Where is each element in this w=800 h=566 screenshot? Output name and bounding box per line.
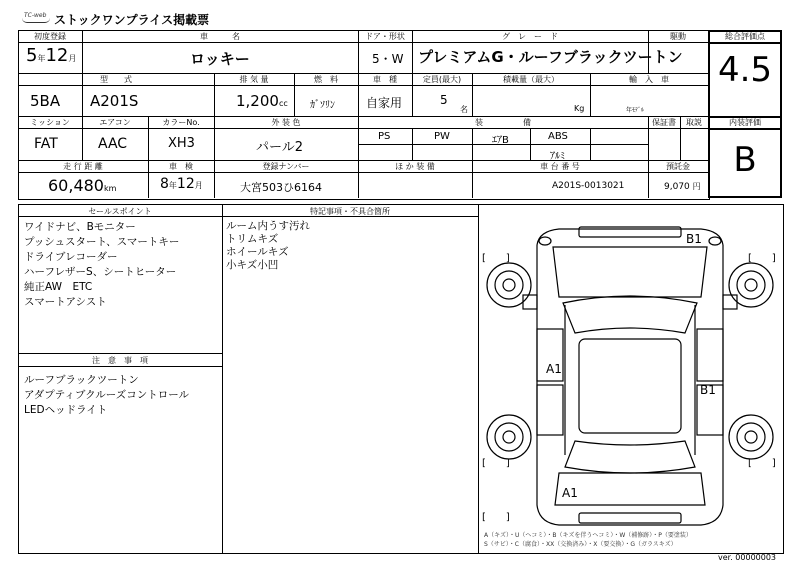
mileage-value: 60,480km xyxy=(48,176,117,195)
door-shape-value: 5・W xyxy=(372,52,404,66)
version-label: ver. 00000003 xyxy=(718,553,777,562)
label-first-reg: 初度登録 xyxy=(34,32,66,41)
legend-line-2: S（サビ）・C（腐食）・XX（交換済み）・X（要交換）・G（ガラスキズ） xyxy=(484,541,677,548)
sales-points-list xyxy=(24,220,179,310)
label-overall-score: 総合評価点 xyxy=(725,32,765,41)
label-special-notes: 特記事項・不具合箇所 xyxy=(310,207,390,216)
equip-alumi: ｱﾙﾐ xyxy=(550,151,565,162)
list-item: ルーム内うす汚れ xyxy=(226,220,310,232)
bracket-bottom: [ ] xyxy=(482,512,510,523)
capacity-unit: 名 xyxy=(460,105,468,114)
label-capacity: 定員(最大) xyxy=(422,75,462,84)
year-model-unit: 年ﾓﾃﾞﾙ xyxy=(626,107,645,114)
label-mission: ミッション xyxy=(30,118,70,127)
bracket-front-right: [ ] xyxy=(748,253,776,264)
legend-line-1: A（キズ）・U（ヘコミ）・B（キズを伴うヘコミ）・W（補修跡）・P（要塗装） xyxy=(484,532,692,539)
displacement-value: 1,200cc xyxy=(236,92,288,110)
label-plate: 登録ナンバー xyxy=(262,162,310,171)
mark-right-side: B1 xyxy=(700,383,716,397)
list-item: ホイールキズ xyxy=(226,246,289,258)
list-item: ハーフレザーS、シートヒーター xyxy=(24,266,177,278)
label-color-no: カラーNo. xyxy=(162,118,200,127)
label-category: 車 種 xyxy=(373,75,397,84)
chassis-no-value: A201S-0013021 xyxy=(552,181,625,191)
bracket-rear-right: [ ] xyxy=(748,458,776,469)
notes-list xyxy=(24,373,189,418)
load-unit: Kg xyxy=(574,104,585,113)
equip-abs: ABS xyxy=(548,131,568,142)
label-fuel: 燃 料 xyxy=(314,75,338,84)
list-item: LEDヘッドライト xyxy=(24,404,108,416)
grade-value: プレミアムG・ルーフブラックツートン xyxy=(418,48,683,66)
list-item: 小キズ小凹 xyxy=(226,259,279,271)
equip-airbag: ｴｱB xyxy=(492,135,509,146)
recycle-value: 9,070 円 xyxy=(664,182,701,192)
label-load: 積載量（最大） xyxy=(503,75,559,84)
type-model-value: A201S xyxy=(90,92,139,110)
label-sales-points: セールスポイント xyxy=(88,207,152,216)
overall-score-value: 4.5 xyxy=(717,50,773,90)
rear-bumper-shape xyxy=(579,513,681,523)
bracket-front-left: [ ] xyxy=(482,253,510,264)
wheel-front-left-icon xyxy=(487,263,531,307)
list-item: アダプティブクルーズコントロール xyxy=(24,389,190,401)
list-item: トリムキズ xyxy=(226,233,279,245)
label-grade: グ レ ー ド xyxy=(502,32,558,41)
label-car-name: 車 名 xyxy=(200,32,240,41)
type-prefix-value: 5BA xyxy=(30,92,61,110)
label-door-shape: ドア・形状 xyxy=(365,32,405,41)
mission-value: FAT xyxy=(34,136,58,152)
car-damage-diagram xyxy=(479,205,781,551)
interior-score-value: B xyxy=(733,140,757,180)
right-front-door-shape xyxy=(697,329,723,381)
equip-ps: PS xyxy=(378,131,391,142)
mark-left-side: A1 xyxy=(546,362,562,376)
list-item: ルーフブラックツートン xyxy=(24,374,139,386)
label-interior-score: 内装評価 xyxy=(729,118,761,127)
label-chassis-no: 車 台 番 号 xyxy=(540,162,580,171)
label-notes: 注 意 事 項 xyxy=(92,356,148,365)
wheel-rear-left-icon xyxy=(487,415,531,459)
label-displacement: 排 気 量 xyxy=(239,75,269,84)
mark-front-right: B1 xyxy=(686,232,702,246)
label-import: 輸 入 車 xyxy=(629,75,669,84)
label-warranty: 保証書 xyxy=(652,118,676,127)
label-other-equipment: ほ か 装 備 xyxy=(395,162,435,171)
left-mirror-shape xyxy=(523,295,537,309)
capacity-value: 5 xyxy=(440,93,448,107)
logo-swoosh-icon xyxy=(22,18,50,23)
left-headlight-shape xyxy=(539,237,551,245)
label-aircon: エアコン xyxy=(99,118,131,127)
label-exterior-color: 外 装 色 xyxy=(271,118,301,127)
equip-pw: PW xyxy=(434,131,450,142)
right-mirror-shape xyxy=(723,295,737,309)
exterior-color-value: パール2 xyxy=(256,140,304,155)
label-equipment: 装 備 xyxy=(475,118,531,127)
bracket-rear-left: [ ] xyxy=(482,458,510,469)
wheel-front-right-icon xyxy=(729,263,773,307)
car-name-value: ロッキー xyxy=(190,50,250,68)
first-reg-value: 5年12月 xyxy=(26,45,77,66)
label-manual: 取説 xyxy=(686,118,702,127)
roof-shape xyxy=(579,339,681,433)
inspection-value: 8年12月 xyxy=(160,176,203,192)
label-type: 型 式 xyxy=(100,75,132,84)
rear-window-shape xyxy=(565,441,695,473)
list-item: プッシュスタート、スマートキー xyxy=(24,236,180,248)
left-rear-door-shape xyxy=(537,385,563,435)
list-item: スマートアシスト xyxy=(24,296,107,308)
label-recycle: 預託金 xyxy=(666,162,690,171)
list-item: 純正AW ETC xyxy=(24,281,93,293)
mark-rear: A1 xyxy=(562,486,578,500)
label-mileage: 走 行 距 離 xyxy=(63,162,103,171)
label-inspection: 車 検 xyxy=(169,162,193,171)
hood-shape xyxy=(553,247,707,297)
fuel-value: ｶﾞｿﾘﾝ xyxy=(310,100,335,111)
logo: TC-web xyxy=(24,12,47,19)
wheel-rear-right-icon xyxy=(729,415,773,459)
page-title: ストックワンプライス掲載票 xyxy=(54,13,210,27)
list-item: ワイドナビ、Bモニター xyxy=(24,221,136,233)
right-headlight-shape xyxy=(709,237,721,245)
list-item: ドライブレコーダー xyxy=(24,251,118,263)
label-drive: 駆動 xyxy=(670,32,686,41)
special-notes-list xyxy=(226,220,310,272)
color-no-value: XH3 xyxy=(168,136,195,151)
windshield-shape xyxy=(563,296,697,333)
category-value: 自家用 xyxy=(366,96,403,110)
aircon-value: AAC xyxy=(98,136,128,152)
plate-value: 大宮503ひ6164 xyxy=(240,181,322,194)
